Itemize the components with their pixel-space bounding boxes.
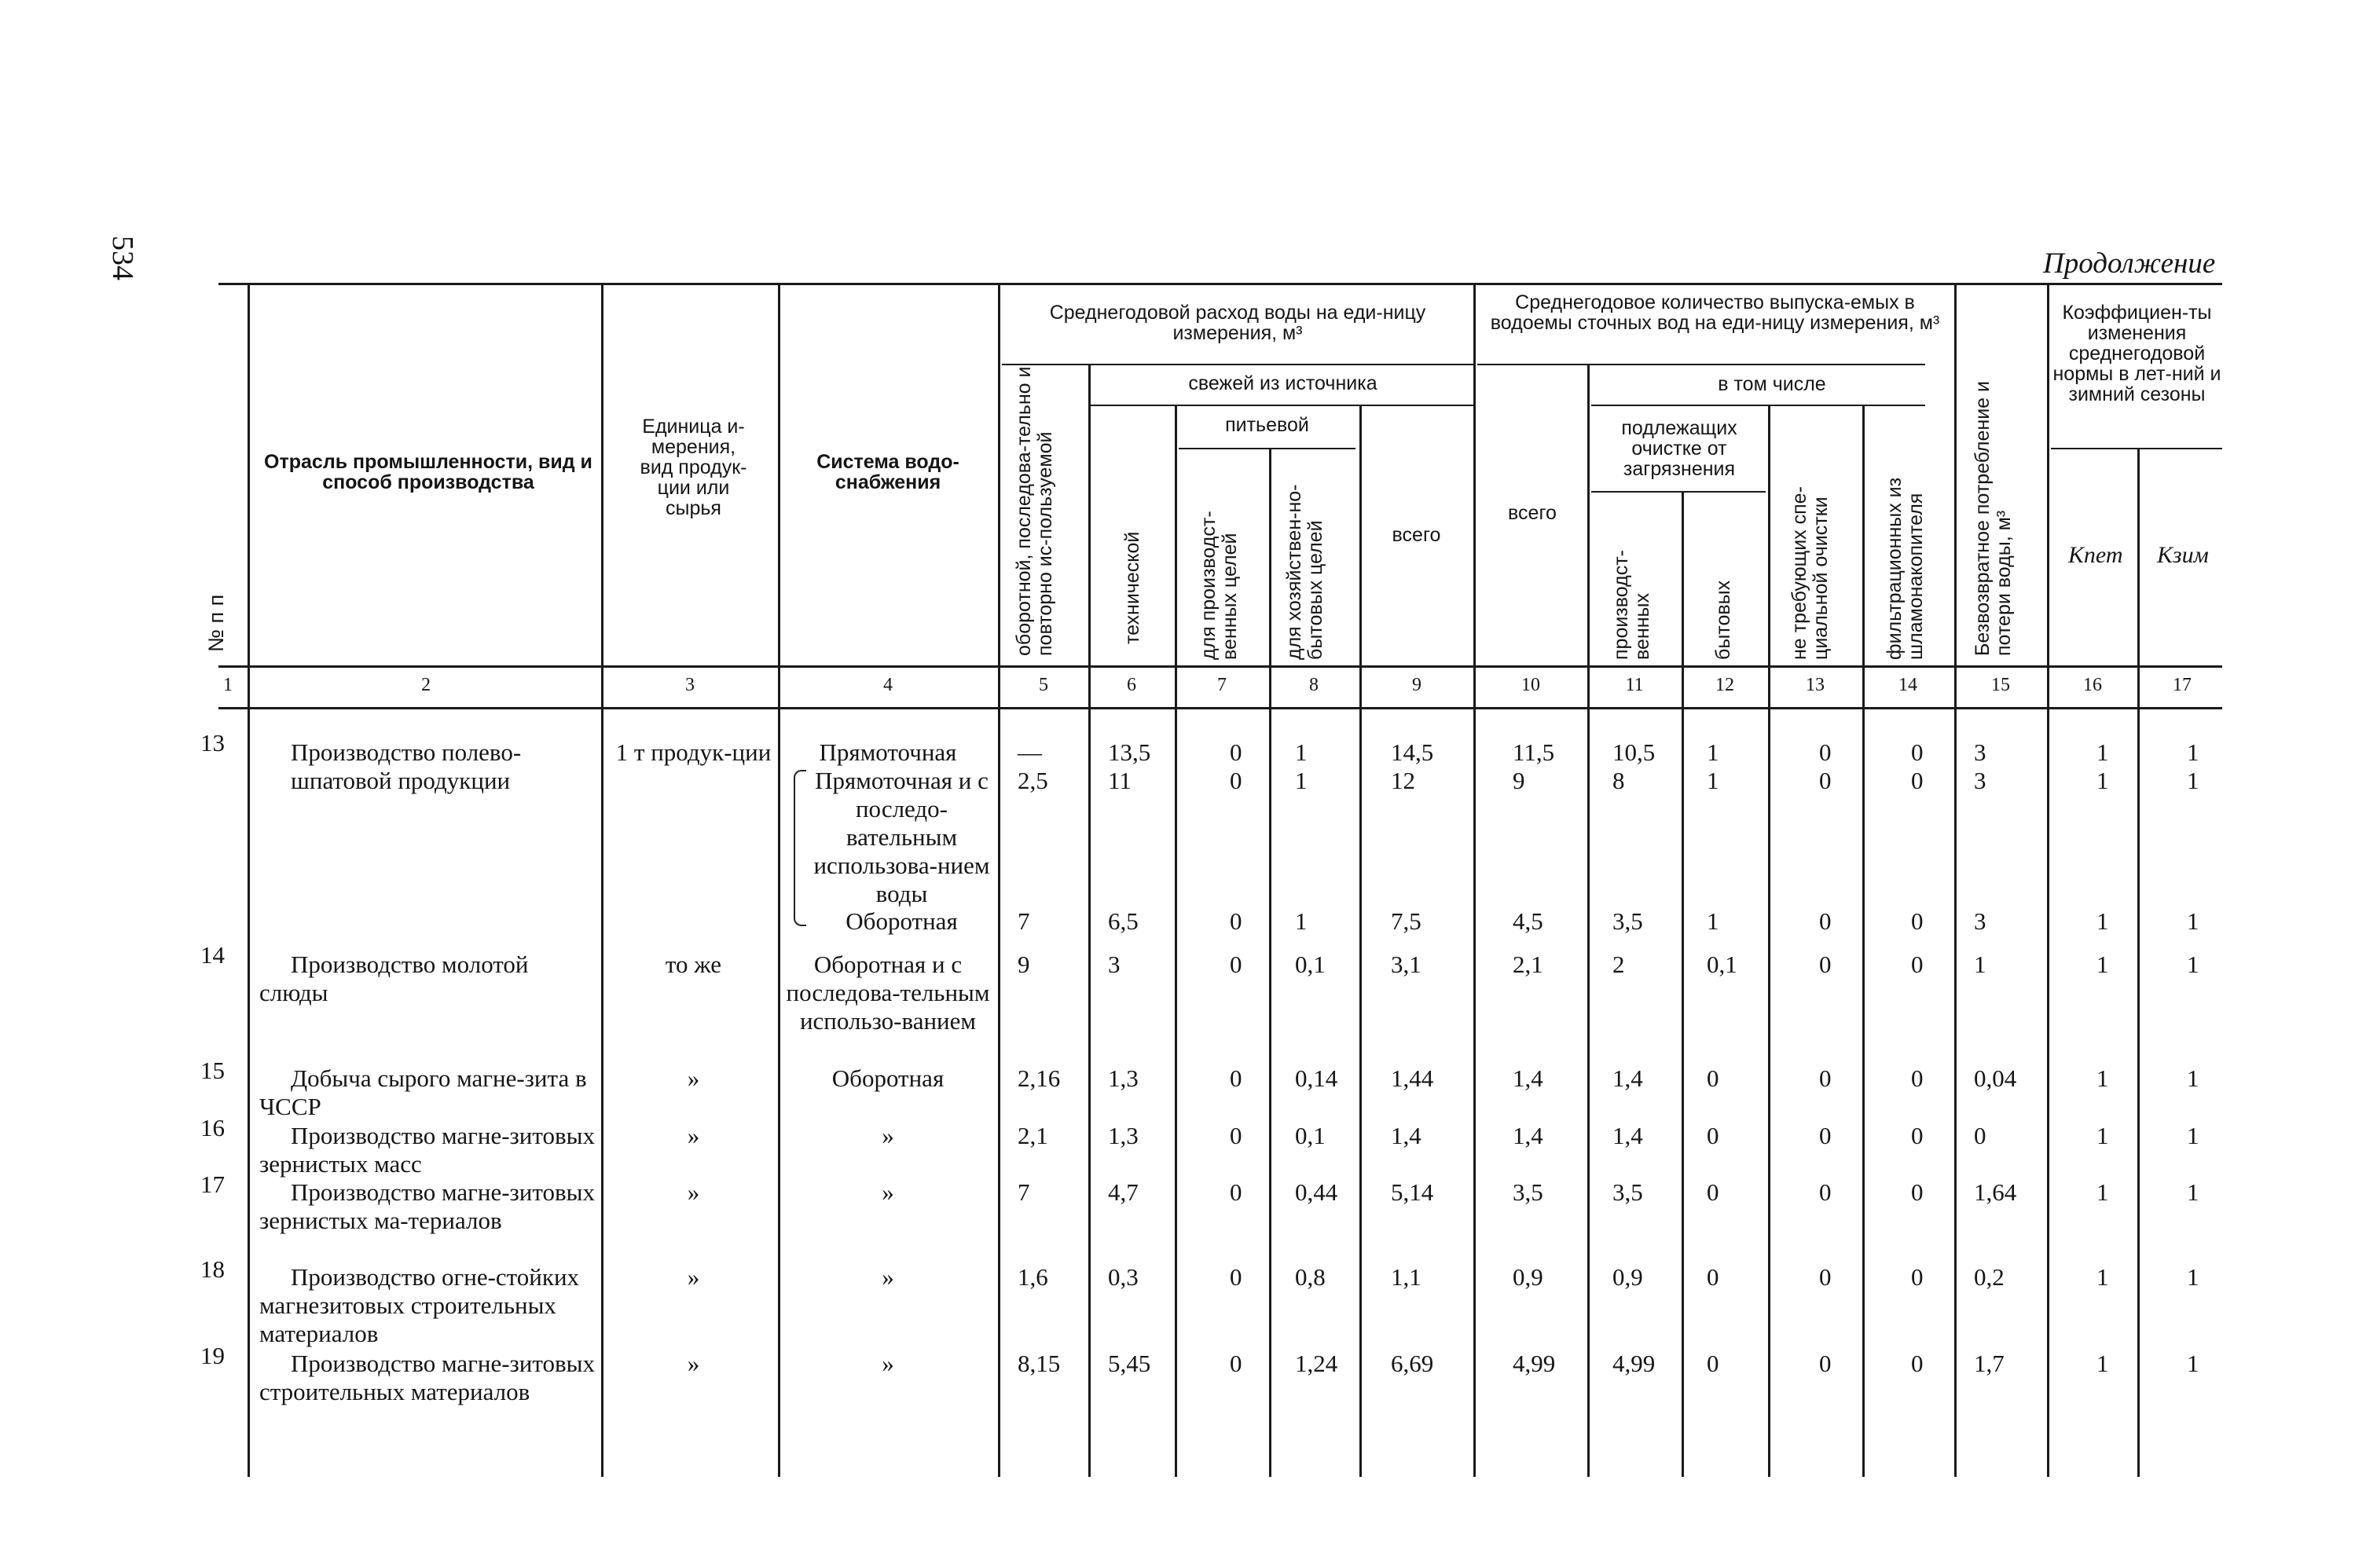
column-number: 1	[223, 675, 233, 695]
column-number: 6	[1127, 675, 1136, 695]
header-unit: Единица и-мерения, вид продук-ции или сырья	[640, 416, 747, 519]
header-coefficients: Коэффициен-ты изменения среднегодовой нормы в лет-ний и зимний сезоны	[2052, 302, 2221, 405]
filtration-value: 0	[1911, 1263, 1924, 1291]
not-requiring-value: 0	[1819, 1064, 1832, 1092]
potable-production-value: 0	[1230, 1064, 1242, 1092]
column-number: 12	[1715, 675, 1734, 695]
column-number: 9	[1412, 675, 1421, 695]
production-discharge-value: 10,5	[1612, 738, 1656, 766]
supply-cell: Прямоточная	[819, 738, 957, 766]
domestic-discharge-value: 0	[1707, 1350, 1719, 1377]
k-winter-value: 1	[2187, 951, 2199, 978]
potable-production-value: 0	[1230, 1178, 1242, 1206]
discharge-total-value: 4,5	[1513, 907, 1543, 935]
header-row-no: № п п	[204, 594, 228, 652]
domestic-discharge-value: 0,1	[1707, 951, 1737, 978]
irrecoverable-value: 1	[1974, 951, 1986, 978]
k-summer-value: 1	[2096, 1064, 2109, 1092]
total-consumption-value: 3,1	[1391, 951, 1421, 978]
potable-household-value: 1,24	[1295, 1350, 1338, 1377]
industry-name: Производство магне-зитовых зернистых ма-териалов	[259, 1178, 596, 1234]
not-requiring-value: 0	[1819, 767, 1832, 794]
filtration-value: 0	[1911, 767, 1924, 794]
production-discharge-value: 1,4	[1612, 1064, 1643, 1092]
unit-cell: »	[687, 1178, 700, 1206]
column-number: 16	[2083, 675, 2102, 695]
technical-value: 6,5	[1108, 907, 1139, 935]
discharge-total-value: 3,5	[1513, 1178, 1543, 1206]
domestic-discharge-value: 1	[1707, 738, 1719, 766]
irrecoverable-value: 1,64	[1974, 1178, 2017, 1206]
potable-household-value: 1	[1295, 738, 1308, 766]
column-number: 2	[421, 675, 431, 695]
total-consumption-value: 12	[1391, 767, 1415, 794]
potable-production-value: 0	[1230, 1263, 1242, 1291]
header-discharge-total: всего	[1508, 502, 1557, 524]
k-summer-value: 1	[2096, 738, 2109, 766]
domestic-discharge-value: 0	[1707, 1064, 1719, 1092]
header-consumption: Среднегодовой расход воды на еди-ницу измерения, м³	[1049, 302, 1426, 344]
recycled-value: 2,16	[1018, 1064, 1061, 1092]
technical-value: 5,45	[1108, 1350, 1151, 1377]
potable-production-value: 0	[1230, 1350, 1242, 1377]
discharge-total-value: 11,5	[1513, 738, 1555, 766]
column-number: 14	[1898, 675, 1917, 695]
not-requiring-value: 0	[1819, 1350, 1832, 1377]
header-domestic: бытовых	[1712, 580, 1734, 660]
header-not-requiring: не требующих спе-циальной очистки	[1788, 486, 1832, 660]
irrecoverable-value: 0,04	[1974, 1064, 2017, 1092]
filtration-value: 0	[1911, 1350, 1924, 1377]
header-potable: питьевой	[1225, 414, 1309, 436]
header-incl: в том числе	[1718, 373, 1826, 395]
column-number: 7	[1217, 675, 1227, 695]
not-requiring-value: 0	[1819, 951, 1832, 978]
irrecoverable-value: 3	[1974, 907, 1986, 935]
header-supply: Система водо-снабжения	[816, 451, 959, 493]
column-number: 11	[1625, 675, 1644, 695]
technical-value: 4,7	[1108, 1178, 1139, 1206]
production-discharge-value: 8	[1612, 767, 1625, 794]
k-winter-value: 1	[2187, 907, 2199, 935]
k-winter-value: 1	[2187, 1122, 2199, 1149]
discharge-total-value: 9	[1513, 767, 1525, 794]
supply-cell: Оборотная	[831, 1064, 945, 1092]
header-fresh: свежей из источника	[1188, 372, 1377, 394]
production-discharge-value: 3,5	[1612, 907, 1643, 935]
potable-household-value: 0,1	[1295, 951, 1326, 978]
technical-value: 13,5	[1108, 738, 1151, 766]
industry-name: Добыча сырого магне-зита в ЧССР	[259, 1064, 587, 1120]
potable-production-value: 0	[1230, 907, 1242, 935]
filtration-value: 0	[1911, 1122, 1924, 1149]
potable-household-value: 0,14	[1295, 1064, 1338, 1092]
k-summer-value: 1	[2096, 1122, 2109, 1149]
total-consumption-value: 1,4	[1391, 1122, 1421, 1149]
technical-value: 1,3	[1108, 1122, 1139, 1149]
k-winter-value: 1	[2187, 738, 2199, 766]
k-summer-value: 1	[2096, 1350, 2109, 1377]
k-winter-value: 1	[2187, 767, 2199, 794]
irrecoverable-value: 0	[1974, 1122, 1986, 1149]
supply-cell: Оборотная и с последова-тельным использо-ванием	[786, 951, 990, 1035]
not-requiring-value: 0	[1819, 1122, 1832, 1149]
domestic-discharge-value: 1	[1707, 907, 1719, 935]
total-consumption-value: 5,14	[1391, 1178, 1434, 1206]
technical-value: 1,3	[1108, 1064, 1139, 1092]
column-number: 15	[1991, 675, 2010, 695]
header-k-summer: Кпет	[2068, 542, 2123, 568]
discharge-total-value: 0,9	[1513, 1263, 1543, 1291]
recycled-value: 8,15	[1018, 1350, 1061, 1377]
header-k-winter: Кзим	[2157, 542, 2209, 568]
filtration-value: 0	[1911, 951, 1924, 978]
column-number: 10	[1521, 675, 1540, 695]
supply-cell: Прямоточная и с последо-вательным использова-нием воды	[813, 767, 990, 907]
column-number: 3	[685, 675, 695, 695]
potable-household-value: 0,8	[1295, 1263, 1326, 1291]
page-number: 534	[106, 236, 139, 280]
header-filtration: фильтрационных из шламонакопителя	[1884, 477, 1927, 660]
not-requiring-value: 0	[1819, 738, 1832, 766]
unit-cell: 1 т продук-ции	[615, 738, 772, 766]
production-discharge-value: 4,99	[1612, 1350, 1656, 1377]
filtration-value: 0	[1911, 907, 1924, 935]
k-summer-value: 1	[2096, 907, 2109, 935]
total-consumption-value: 1,1	[1391, 1263, 1421, 1291]
domestic-discharge-value: 0	[1707, 1263, 1719, 1291]
discharge-total-value: 2,1	[1513, 951, 1543, 978]
not-requiring-value: 0	[1819, 1263, 1832, 1291]
column-number: 13	[1806, 675, 1825, 695]
recycled-value: 1,6	[1018, 1263, 1048, 1291]
row-number: 17	[200, 1171, 225, 1198]
k-winter-value: 1	[2187, 1350, 2199, 1377]
industry-name: Производство молотой слюды	[259, 951, 529, 1006]
total-consumption-value: 14,5	[1391, 738, 1434, 766]
row-number: 18	[200, 1255, 225, 1283]
not-requiring-value: 0	[1819, 907, 1832, 935]
k-summer-value: 1	[2096, 1263, 2109, 1291]
potable-production-value: 0	[1230, 951, 1242, 978]
column-number: 5	[1039, 675, 1048, 695]
total-consumption-value: 7,5	[1391, 907, 1421, 935]
potable-household-value: 0,1	[1295, 1122, 1326, 1149]
technical-value: 3	[1108, 951, 1121, 978]
column-number: 17	[2173, 675, 2192, 695]
row-number: 13	[200, 729, 225, 757]
filtration-value: 0	[1911, 1064, 1924, 1092]
recycled-value: 2,1	[1018, 1122, 1048, 1149]
domestic-discharge-value: 1	[1707, 767, 1719, 794]
industry-name: Производство огне-стойких магнезитовых строительных материалов	[259, 1263, 580, 1347]
supply-cell: »	[882, 1178, 894, 1206]
industry-name: Производство полево-шпатовой продукции	[291, 738, 522, 794]
row-number: 19	[200, 1342, 225, 1369]
filtration-value: 0	[1911, 738, 1924, 766]
column-number: 4	[883, 675, 893, 695]
technical-value: 0,3	[1108, 1263, 1139, 1291]
potable-household-value: 1	[1295, 907, 1308, 935]
total-consumption-value: 6,69	[1391, 1350, 1434, 1377]
k-winter-value: 1	[2187, 1263, 2199, 1291]
brace-icon	[794, 770, 806, 926]
production-discharge-value: 0,9	[1612, 1263, 1643, 1291]
k-winter-value: 1	[2187, 1064, 2199, 1092]
row-number: 16	[200, 1114, 225, 1141]
potable-household-value: 1	[1295, 767, 1308, 794]
domestic-discharge-value: 0	[1707, 1178, 1719, 1206]
industry-name: Производство магне-зитовых строительных материалов	[259, 1350, 596, 1405]
irrecoverable-value: 0,2	[1974, 1263, 2005, 1291]
recycled-value: 7	[1018, 907, 1030, 935]
row-number: 14	[200, 941, 225, 969]
supply-cell: »	[882, 1263, 894, 1291]
discharge-total-value: 4,99	[1513, 1350, 1556, 1377]
industry-name: Производство магне-зитовых зернистых масс	[259, 1122, 596, 1178]
potable-production-value: 0	[1230, 1122, 1242, 1149]
total-consumption-value: 1,44	[1391, 1064, 1434, 1092]
recycled-value: 7	[1018, 1178, 1030, 1206]
k-summer-value: 1	[2096, 951, 2109, 978]
header-technical: технической	[1121, 531, 1143, 644]
potable-household-value: 0,44	[1295, 1178, 1338, 1206]
unit-cell: »	[687, 1263, 700, 1291]
supply-cell: »	[882, 1350, 894, 1377]
not-requiring-value: 0	[1819, 1178, 1832, 1206]
irrecoverable-value: 3	[1974, 767, 1986, 794]
unit-cell: »	[687, 1122, 700, 1149]
filtration-value: 0	[1911, 1178, 1924, 1206]
header-irrecoverable: Безвозвратное потребление и потери воды, м³	[1972, 381, 2015, 656]
discharge-total-value: 1,4	[1513, 1122, 1543, 1149]
production-discharge-value: 2	[1612, 951, 1625, 978]
unit-cell: то же	[665, 951, 722, 978]
column-number: 8	[1309, 675, 1319, 695]
supply-cell: Оборотная	[846, 907, 958, 935]
potable-production-value: 0	[1230, 738, 1242, 766]
header-recycled: оборотной, последова-тельно и повторно ис-пользуемой	[1013, 366, 1056, 656]
k-winter-value: 1	[2187, 1178, 2199, 1206]
production-discharge-value: 1,4	[1612, 1122, 1643, 1149]
recycled-value: —	[1018, 738, 1042, 766]
header-discharge: Среднегодовое количество выпуска-емых в водоемы сточных вод на еди-ницу измерения, м³	[1490, 291, 1940, 334]
recycled-value: 9	[1018, 951, 1030, 978]
k-summer-value: 1	[2096, 767, 2109, 794]
header-potable-production: для производст-венных целей	[1198, 511, 1241, 660]
potable-production-value: 0	[1230, 767, 1242, 794]
header-industry: Отрасль промышленности, вид и способ производства	[264, 451, 592, 493]
header-potable-household: для хозяйствен-но-бытовых целей	[1283, 484, 1326, 660]
irrecoverable-value: 3	[1974, 738, 1986, 766]
k-summer-value: 1	[2096, 1178, 2109, 1206]
unit-cell: »	[687, 1064, 700, 1092]
continuation-label: Продолжение	[2043, 247, 2216, 280]
technical-value: 11	[1108, 767, 1132, 794]
irrecoverable-value: 1,7	[1974, 1350, 2005, 1377]
header-production: производст-венных	[1610, 550, 1653, 660]
domestic-discharge-value: 0	[1707, 1122, 1719, 1149]
production-discharge-value: 3,5	[1612, 1178, 1643, 1206]
unit-cell: »	[687, 1350, 700, 1377]
header-needing-treatment: подлежащих очистке от загрязнения	[1621, 417, 1737, 480]
header-total: всего	[1392, 524, 1441, 546]
recycled-value: 2,5	[1018, 767, 1048, 794]
supply-cell: »	[882, 1122, 894, 1149]
discharge-total-value: 1,4	[1513, 1064, 1543, 1092]
row-number: 15	[200, 1057, 225, 1084]
